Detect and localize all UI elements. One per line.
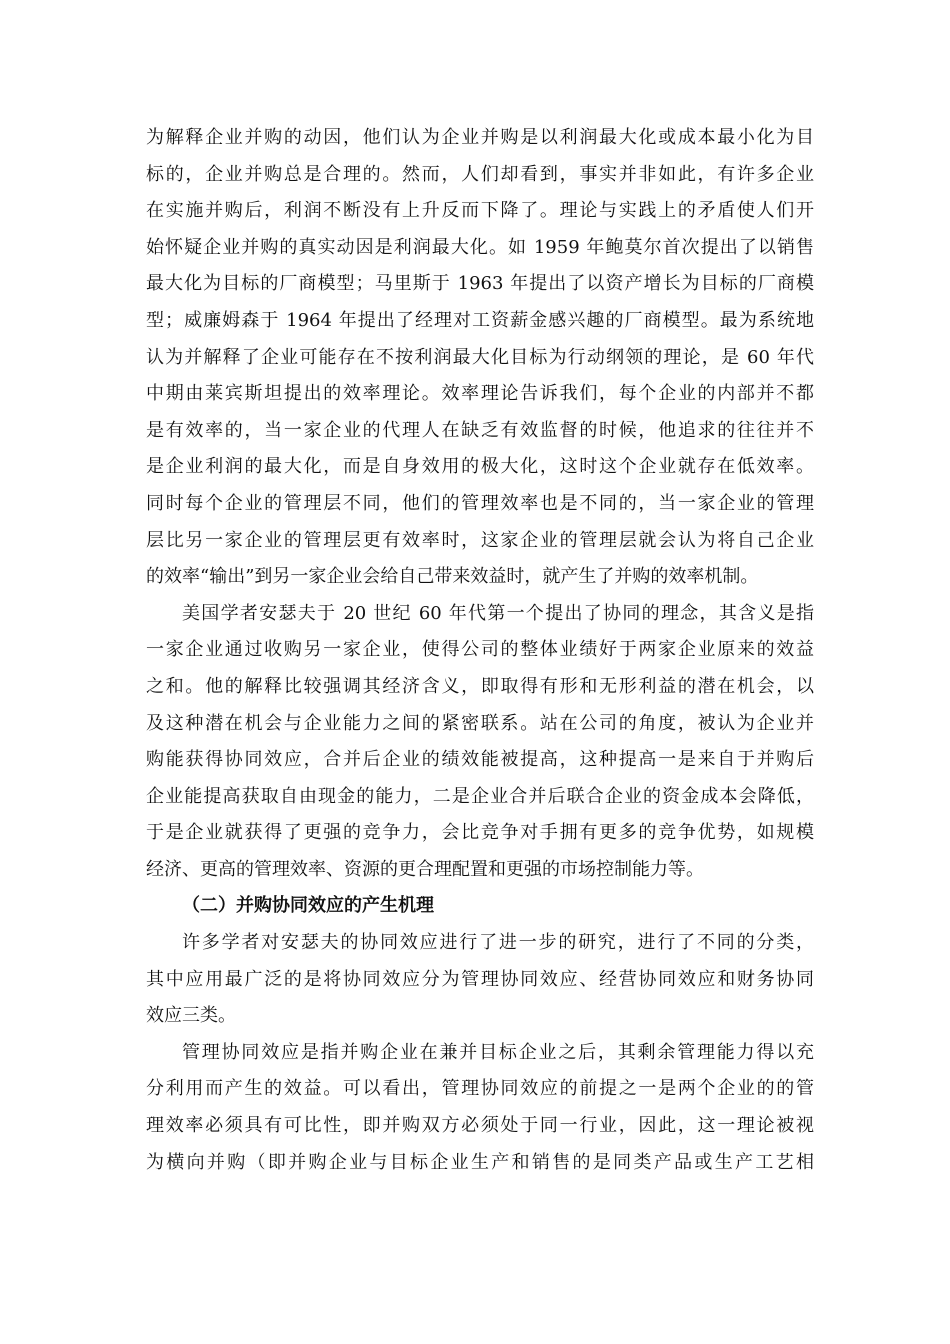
text-line: 及这种潜在机会与企业能力之间的紧密联系。站在公司的角度，被认为企业并 bbox=[146, 712, 814, 734]
text-line: 型；威廉姆森于 1964 年提出了经理对工资薪金感兴趣的厂商模型。最为系统地 bbox=[146, 309, 814, 331]
text-line: 理效率必须具有可比性，即并购双方必须处于同一行业，因此，这一理论被视 bbox=[146, 1115, 814, 1137]
text-line: 美国学者安瑟夫于 20 世纪 60 年代第一个提出了协同的理念，其含义是指 bbox=[182, 602, 814, 624]
body-text bbox=[146, 120, 814, 1181]
text-line: 一家企业通过收购另一家企业，使得公司的整体业绩好于两家企业原来的效益 bbox=[146, 639, 814, 661]
text-line: 购能获得协同效应，合并后企业的绩效能被提高，这种提高一是来自于并购后 bbox=[146, 749, 814, 771]
text-line: 的效率“输出”到另一家企业会给自己带来效益时，就产生了并购的效率机制。 bbox=[146, 566, 759, 588]
text-line: 分利用而产生的效益。可以看出，管理协同效应的前提之一是两个企业的的管 bbox=[146, 1078, 814, 1100]
text-line: 管理协同效应是指并购企业在兼并目标企业之后，其剩余管理能力得以充 bbox=[182, 1041, 814, 1063]
text-line: 是有效率的，当一家企业的代理人在缺乏有效监督的时候，他追求的往往并不 bbox=[146, 419, 814, 441]
text-line: 同时每个企业的管理层不同，他们的管理效率也是不同的，当一家企业的管理 bbox=[146, 492, 814, 514]
text-line: 企业能提高获取自由现金的能力，二是企业合并后联合企业的资金成本会降低， bbox=[146, 785, 814, 807]
text-line: 为解释企业并购的动因，他们认为企业并购是以利润最大化或成本最小化为目 bbox=[146, 127, 814, 148]
text-line: 经济、更高的管理效率、资源的更合理配置和更强的市场控制能力等。 bbox=[146, 858, 704, 880]
text-line: 最大化为目标的厂商模型；马里斯于 1963 年提出了以资产增长为目标的厂商模 bbox=[146, 273, 814, 295]
text-line: 中期由莱宾斯坦提出的效率理论。效率理论告诉我们，每个企业的内部并不都 bbox=[146, 383, 814, 405]
text-line: 效应三类。 bbox=[146, 1005, 236, 1027]
text-line: 在实施并购后，利润不断没有上升反而下降了。理论与实践上的矛盾使人们开 bbox=[146, 200, 814, 222]
text-line: 层比另一家企业的管理层更有效率时，这家企业的管理层就会认为将自己企业 bbox=[146, 529, 814, 551]
text-line: 之和。他的解释比较强调其经济含义，即取得有形和无形利益的潜在机会，以 bbox=[146, 675, 814, 697]
section-heading: （二）并购协同效应的产生机理 bbox=[182, 895, 434, 917]
text-line: 于是企业就获得了更强的竞争力，会比竞争对手拥有更多的竞争优势，如规模 bbox=[146, 822, 814, 844]
text-line: 许多学者对安瑟夫的协同效应进行了进一步的研究，进行了不同的分类， bbox=[182, 932, 814, 954]
text-line: 始怀疑企业并购的真实动因是利润最大化。如 1959 年鲍莫尔首次提出了以销售 bbox=[146, 236, 814, 258]
text-line: 是企业利润的最大化，而是自身效用的极大化，这时这个企业就存在低效率。 bbox=[146, 456, 814, 478]
text-line: 认为并解释了企业可能存在不按利润最大化目标为行动纲领的理论，是 60 年代 bbox=[146, 346, 814, 368]
text-line: 标的，企业并购总是合理的。然而，人们却看到，事实并非如此，有许多企业 bbox=[146, 163, 814, 185]
text-line: 其中应用最广泛的是将协同效应分为管理协同效应、经营协同效应和财务协同 bbox=[146, 968, 814, 990]
text-line: 为横向并购（即并购企业与目标企业生产和销售的是同类产品或生产工艺相 bbox=[146, 1151, 814, 1173]
